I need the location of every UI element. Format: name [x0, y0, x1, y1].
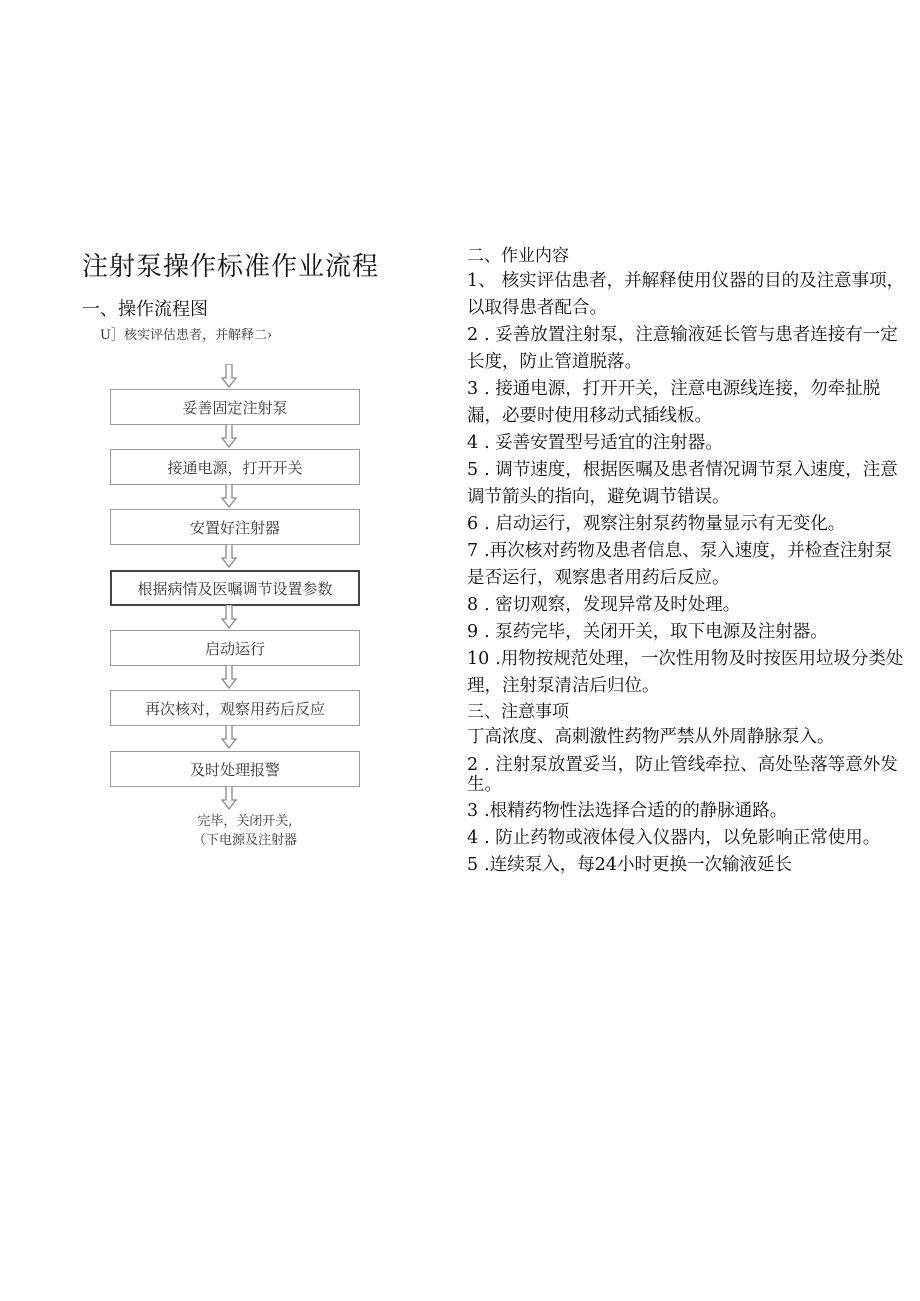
arrow-down-icon [221, 786, 237, 810]
content-item [467, 430, 907, 457]
content-item [467, 376, 907, 430]
section-heading-content: 二、作业内容 [467, 246, 569, 266]
item-text: . 调节速度，根据医嘱及患者情况调节泵入速度，注意调节箭头的指向，避免调节错误。 [467, 460, 898, 507]
arrow-down-icon [221, 725, 237, 749]
flowchart [0, 0, 460, 900]
content-item [467, 538, 907, 592]
note-item [467, 798, 907, 825]
content-item [467, 268, 907, 322]
flow-top-note: U］核实评估患者，并解释二› [100, 328, 273, 343]
item-number: 7 [467, 541, 479, 561]
flow-end-note [160, 812, 330, 850]
flow-step: 启动运行 [110, 630, 360, 666]
arrow-down-icon [221, 544, 237, 568]
item-text: . 注射泵放置妥当，防止管线牵拉、高处坠落等意外发生。 [467, 755, 898, 795]
item-text: .用物按规范处理，一次性用物及时按医用垃圾分类处理，注射泵清洁后归位。 [467, 649, 904, 696]
arrow-down-icon [221, 484, 237, 508]
content-item [467, 457, 907, 511]
item-text: . 接通电源，打开开关，注意电源线连接，勿牵扯脱漏，必要时使用移动式插线板。 [467, 379, 881, 426]
content-item [467, 511, 907, 538]
content-item [467, 322, 907, 376]
item-number: 4 [467, 828, 479, 848]
item-text: .根精药物性法选择合适的的静脉通路。 [484, 801, 788, 821]
note-item [467, 755, 907, 795]
item-number: 5 [467, 460, 479, 480]
item-text: . 妥善安置型号适宜的注射器。 [484, 433, 723, 453]
item-number: 3 [467, 379, 479, 399]
flow-step: 妥善固定注射泵 [110, 389, 360, 425]
note-item [467, 852, 907, 879]
arrow-down-icon [221, 665, 237, 689]
page-title: 注射泵操作标准作业流程 [82, 252, 380, 282]
item-text: . 妥善放置注射泵，注意输液延长管与患者连接有一定长度，防止管道脱落。 [467, 325, 898, 372]
item-number: 4 [467, 433, 479, 453]
item-text: . 泵药完毕，关闭开关，取下电源及注射器。 [484, 622, 828, 642]
flow-step: 安置好注射器 [110, 509, 360, 545]
note-item [467, 724, 907, 751]
item-text: 丁高浓度、高刺激性药物严禁从外周静脉泵入。 [467, 727, 835, 747]
flow-step: 接通电源，打开开关 [110, 449, 360, 485]
flow-step: 及时处理报警 [110, 751, 360, 787]
item-number: 10 [467, 649, 490, 669]
item-number: 5 [467, 855, 479, 875]
item-number: 2 [467, 755, 479, 775]
flow-end-note-line: （下电源及注射器 [192, 833, 297, 848]
arrow-down-icon [221, 605, 237, 629]
content-item [467, 646, 907, 700]
flow-end-note-line: 完毕，关闭开关, [197, 814, 293, 829]
section-heading-flowchart: 一、操作流程图 [82, 299, 208, 320]
note-item [467, 825, 907, 852]
item-number: 9 [467, 622, 479, 642]
item-text: . 防止药物或液体侵入仪器内，以免影响正常使用。 [484, 828, 881, 848]
item-text: . 密切观察，发现异常及时处理。 [484, 595, 741, 615]
flow-step: 根据病情及医嘱调节设置参数 [110, 570, 360, 606]
arrow-down-icon [221, 364, 237, 388]
item-number: 6 [467, 514, 479, 534]
item-number: 1、 [467, 271, 496, 291]
content-item [467, 619, 907, 646]
item-number: 8 [467, 595, 479, 615]
flow-step: 再次核对，观察用药后反应 [110, 690, 360, 726]
item-text: . 启动运行，观察注射泵药物量显示有无变化。 [484, 514, 846, 534]
content-item [467, 592, 907, 619]
item-number: 3 [467, 801, 479, 821]
section-heading-notes: 三、注意事项 [467, 702, 569, 722]
right-column [467, 244, 907, 879]
item-text: .连续泵入，每24小时更换一次输液延长 [484, 855, 792, 875]
item-text: 核实评估患者，并解释使用仪器的目的及注意事项，以取得患者配合。 [467, 271, 905, 318]
arrow-down-icon [221, 424, 237, 448]
item-number: 2 [467, 325, 479, 345]
item-text: .再次核对药物及患者信息、泵入速度，并检查注射泵是否运行，观察患者用药后反应。 [467, 541, 893, 588]
